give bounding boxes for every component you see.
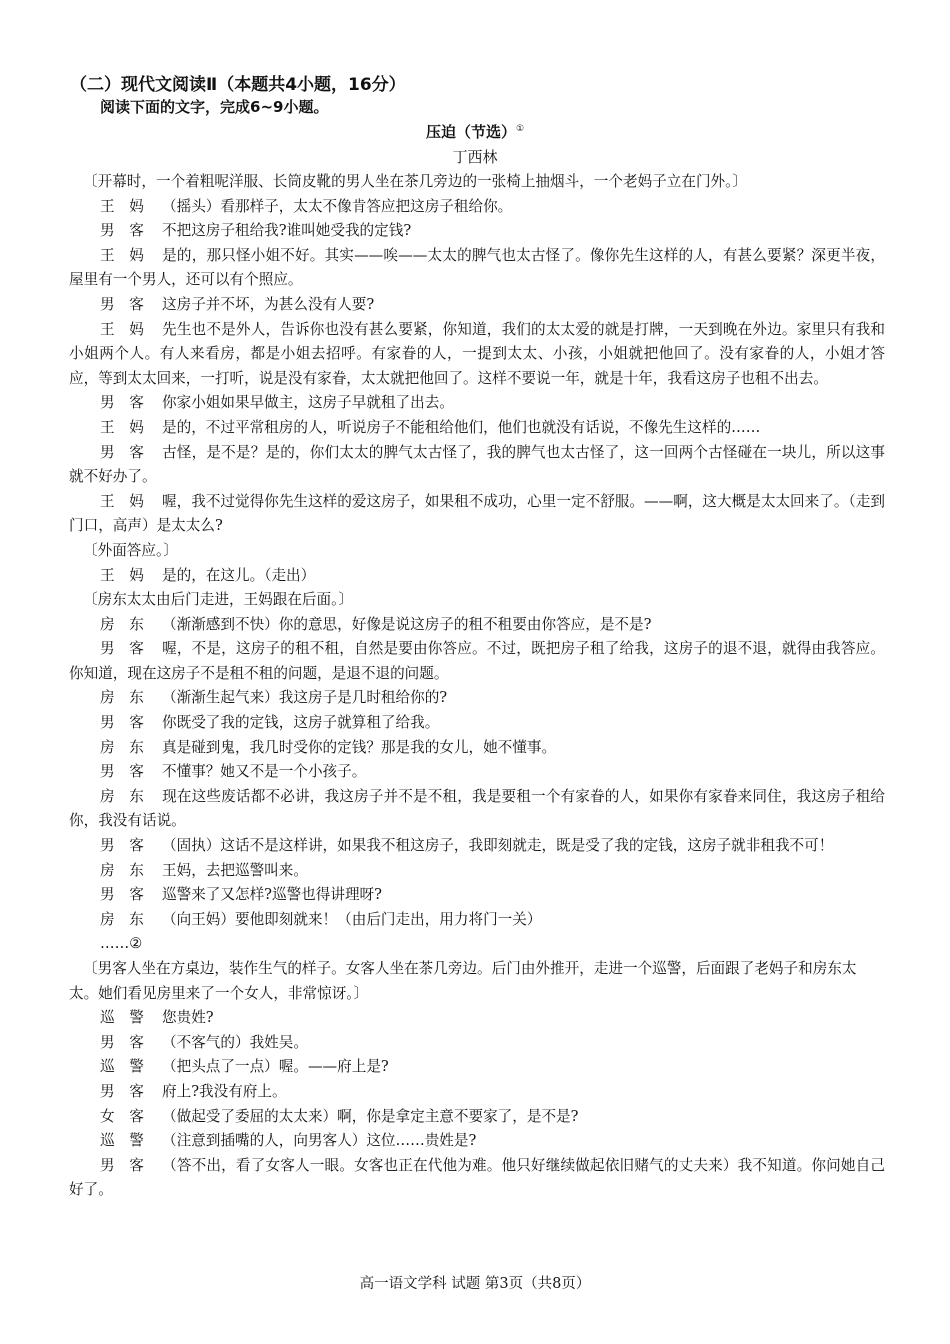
speaker-label: 巡 警 xyxy=(100,1058,144,1076)
dialogue-text: 喔，不是，这房子的租不租，自然是要由你答应。不过，既把房子租了给我，这房子的退不退，就得由我答应。你知道，现在这房子不是租不租的问题，是退不退的问题。 xyxy=(69,640,885,682)
dialogue-line xyxy=(69,1031,885,1056)
reading-instruction: 阅读下面的文字，完成6~9小题。 xyxy=(100,98,329,116)
stage-direction: 〔开幕时，一个着粗呢洋服、长筒皮靴的男人坐在茶几旁边的一张椅上抽烟斗，一个老妈子立在门外。〕 xyxy=(83,173,748,190)
dialogue-text: 是的，那只怪小姐不好。其实——唉——太太的脾气也太古怪了。像你先生这样的人，有甚么要紧？深更半夜，屋里有一个男人，还可以有个照应。 xyxy=(69,246,885,289)
dialogue-text: （渐渐生起气来）我这房子是几时租给你的? xyxy=(162,689,448,707)
speaker-label: 男 客 xyxy=(100,714,144,732)
speaker-label: 巡 警 xyxy=(100,1009,144,1027)
dialogue-text: （注意到插嘴的人，向男客人）这位……贵姓是? xyxy=(162,1132,477,1150)
dialogue-line xyxy=(69,416,885,441)
speaker-label: 男 客 xyxy=(100,763,144,781)
dialogue-text: （答不出，看了女客人一眼。女客也正在代他为难。他只好继续做起依旧赌气的丈夫来）我不知道。你问她自己好了。 xyxy=(69,1156,885,1199)
dialogue-text: 您贵姓? xyxy=(162,1009,214,1027)
dialogue-text: 你既受了我的定钱，这房子就算租了给我。 xyxy=(162,714,440,732)
stage-direction: 〔房东太太由后门走进，王妈跟在后面。〕 xyxy=(83,591,353,609)
dialogue-line xyxy=(69,859,885,884)
dialogue-line xyxy=(69,908,885,933)
dialogue-text: （摇头）看那样子，太太不像肯答应把这房子租给你。 xyxy=(162,197,513,215)
dialogue-line xyxy=(69,1154,885,1203)
dialogue-text: 你家小姐如果早做主，这房子早就租了出去。 xyxy=(162,394,454,412)
speaker-label: 房 东 xyxy=(100,861,144,879)
script-body xyxy=(69,170,885,1203)
dialogue-line xyxy=(69,1080,885,1105)
speaker-label: 巡 警 xyxy=(100,1132,144,1150)
dialogue-line xyxy=(69,1129,885,1154)
dialogue-line xyxy=(69,1055,885,1080)
dialogue-text: （向王妈）要他即刻就来！（由后门走出，用力将门一关） xyxy=(162,910,542,928)
dialogue-line xyxy=(69,490,885,539)
speaker-label: 男 客 xyxy=(100,640,144,658)
dialogue-text: 现在这些废话都不必讲，我这房子并不是不租，我是要租一个有家眷的人，如果你有家眷来同住，我这房子租给你，我没有话说。 xyxy=(69,787,885,830)
omission-mark: ……② xyxy=(100,935,143,953)
stage-direction: 〔男客人坐在方桌边，装作生气的样子。女客人坐在茶几旁边。后门由外推开，走进一个巡警，后面跟了老妈子和房东太太。她们看见房里来了一个女人，非常惊讶。〕 xyxy=(69,960,857,1002)
speaker-label: 男 客 xyxy=(100,222,144,240)
speaker-label: 房 东 xyxy=(100,689,144,707)
speaker-label: 王 妈 xyxy=(100,418,144,436)
speaker-label: 男 客 xyxy=(100,886,144,904)
speaker-label: 男 客 xyxy=(100,394,144,412)
dialogue-line xyxy=(69,391,885,416)
work-title-text: 压迫（节选） xyxy=(425,123,516,141)
speaker-label: 房 东 xyxy=(100,910,144,928)
dialogue-line xyxy=(69,219,885,244)
section-title: （二）现代文阅读Ⅱ（本题共4小题，16分） xyxy=(70,75,406,95)
dialogue-text: 真是碰到鬼，我几时受你的定钱？那是我的女儿，她不懂事。 xyxy=(162,738,557,756)
dialogue-line xyxy=(69,736,885,761)
dialogue-line xyxy=(69,686,885,711)
dialogue-line xyxy=(69,613,885,638)
dialogue-line xyxy=(69,834,885,859)
dialogue-text: （渐渐感到不快）你的意思，好像是说这房子的租不租要由你答应，是不是? xyxy=(162,615,652,633)
dialogue-line xyxy=(69,760,885,785)
dialogue-line xyxy=(69,1006,885,1031)
dialogue-line xyxy=(69,195,885,220)
dialogue-text: 这房子并不坏，为甚么没有人要? xyxy=(162,295,375,313)
speaker-label: 王 妈 xyxy=(100,492,144,510)
dialogue-line xyxy=(69,785,885,834)
dialogue-text: （固执）这话不是这样讲，如果我不租这房子，我即刻就走，既是受了我的定钱，这房子就非租我不可！ xyxy=(162,837,834,855)
dialogue-line xyxy=(69,293,885,318)
work-author: 丁西林 xyxy=(452,148,498,166)
work-title xyxy=(0,121,950,142)
speaker-label: 房 东 xyxy=(100,787,144,805)
dialogue-text: 不把这房子租给我?谁叫她受我的定钱? xyxy=(162,222,412,240)
speaker-label: 王 妈 xyxy=(100,246,144,264)
speaker-label: 女 客 xyxy=(100,1107,144,1125)
dialogue-line xyxy=(69,244,885,293)
stage-direction: 〔外面答应。〕 xyxy=(83,541,178,559)
dialogue-text: 府上?我没有府上。 xyxy=(162,1082,287,1100)
speaker-label: 王 妈 xyxy=(100,320,144,338)
speaker-label: 男 客 xyxy=(100,1156,144,1174)
dialogue-text: （把头点了一点）喔。——府上是? xyxy=(162,1058,389,1076)
speaker-label: 王 妈 xyxy=(100,566,144,584)
dialogue-text: 先生也不是外人，告诉你也没有甚么要紧，你知道，我们的太太爱的就是打牌，一天到晚在外边。家里只有我和小姐两个人。有人来看房，都是小姐去招呼。有家眷的人，一提到太太、小孩，小姐就把他回了。没有家眷的人，小姐才答应，等到太太回来，一打听，说是没有家眷，太太就把他回了。这样不要说一年，就是十年，我看这房子也租不出去。 xyxy=(69,320,885,387)
footnote-mark: ① xyxy=(515,124,525,134)
dialogue-line xyxy=(69,883,885,908)
dialogue-text: 是的，在这儿。（走出） xyxy=(162,566,316,584)
speaker-label: 房 东 xyxy=(100,615,144,633)
dialogue-text: 是的，不过平常租房的人，听说房子不能租给他们，他们也就没有话说，不像先生这样的…… xyxy=(162,418,761,436)
speaker-label: 男 客 xyxy=(100,1082,144,1100)
speaker-label: 王 妈 xyxy=(100,197,144,215)
speaker-label: 男 客 xyxy=(100,837,144,855)
speaker-label: 房 东 xyxy=(100,738,144,756)
dialogue-text: 古怪，是不是？是的，你们太太的脾气太古怪了，我的脾气也太古怪了，这一回两个古怪碰在一块儿，所以这事就不好办了。 xyxy=(69,443,885,486)
dialogue-line xyxy=(69,1105,885,1130)
page-footer: 高一语文学科 试题 第3页（共8页） xyxy=(359,1276,591,1292)
dialogue-line xyxy=(69,564,885,589)
dialogue-text: （做起受了委屈的太太来）啊，你是拿定主意不要家了，是不是? xyxy=(162,1107,579,1125)
speaker-label: 男 客 xyxy=(100,443,144,461)
speaker-label: 男 客 xyxy=(100,1033,144,1051)
dialogue-text: 王妈，去把巡警叫来。 xyxy=(162,861,308,879)
speaker-label: 男 客 xyxy=(100,295,144,313)
dialogue-line xyxy=(69,441,885,490)
dialogue-text: （不客气的）我姓吴。 xyxy=(162,1033,308,1051)
dialogue-line xyxy=(69,637,885,686)
dialogue-text: 不懂事？她又不是一个小孩子。 xyxy=(162,763,367,781)
dialogue-line xyxy=(69,711,885,736)
dialogue-line xyxy=(69,318,885,392)
dialogue-text: 巡警来了又怎样?巡警也得讲理呀? xyxy=(162,886,382,904)
dialogue-text: 喔，我不过觉得你先生这样的爱这房子，如果租不成功，心里一定不舒服。——啊，这大概是太太回来了。（走到门口，高声）是太太么? xyxy=(69,492,885,535)
